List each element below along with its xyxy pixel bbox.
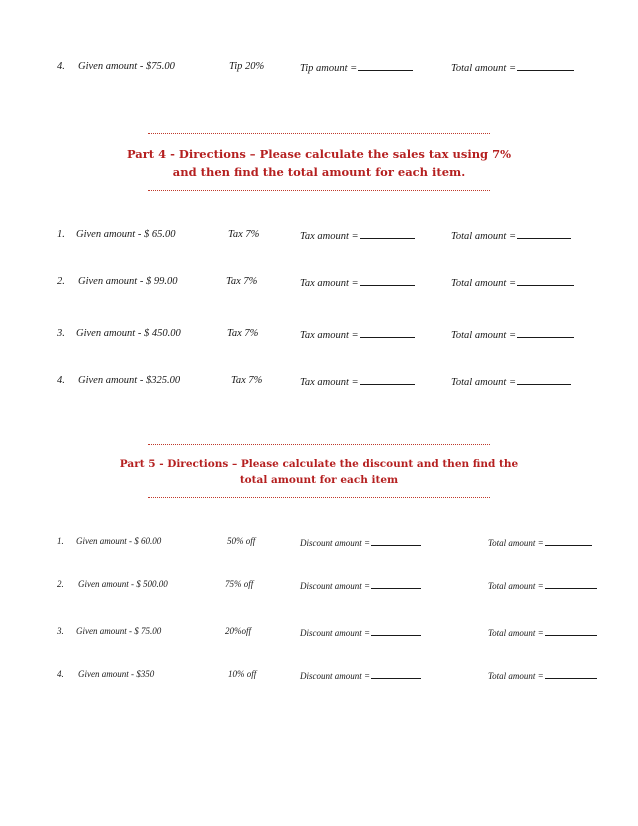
heading-line: Part 4 - Directions – Please calculate the sales tax using 7% <box>126 147 512 161</box>
given-amount: Given amount - $ 99.00 <box>78 276 178 287</box>
answer-blank[interactable] <box>358 61 413 71</box>
total-label: Total amount = <box>451 278 517 289</box>
answer-blank[interactable] <box>517 328 574 338</box>
answer-blank[interactable] <box>545 626 597 636</box>
problem-number: 3. <box>57 328 65 339</box>
amount-label: Discount amount = <box>300 538 371 548</box>
answer-blank[interactable] <box>517 229 571 239</box>
heading-line: Part 5 - Directions – Please calculate the discount and then find the <box>119 458 519 470</box>
problem-row <box>0 276 638 292</box>
heading-line: total amount for each item <box>239 474 399 486</box>
answer-blank[interactable] <box>517 375 571 385</box>
rate-label: Tax 7% <box>231 375 263 386</box>
total-answer[interactable] <box>451 375 571 388</box>
problem-row <box>0 669 638 685</box>
total-label: Total amount = <box>451 63 517 74</box>
rate-label: 20%off <box>225 626 251 636</box>
total-answer[interactable] <box>488 579 597 591</box>
total-answer[interactable] <box>451 61 574 74</box>
part5-heading <box>100 456 538 488</box>
problem-row <box>0 328 638 344</box>
problem-number: 1. <box>57 536 64 546</box>
problem-row <box>0 579 638 595</box>
amount-label: Tip amount = <box>300 63 358 74</box>
rate-label: Tax 7% <box>227 328 259 339</box>
answer-blank[interactable] <box>545 536 592 546</box>
total-answer[interactable] <box>488 626 597 638</box>
answer-blank[interactable] <box>545 669 597 679</box>
given-amount: Given amount - $350 <box>78 669 155 679</box>
amount-answer[interactable] <box>300 626 421 638</box>
problem-number: 2. <box>57 579 64 589</box>
divider-rule <box>148 190 490 191</box>
total-label: Total amount = <box>451 330 517 341</box>
problem-number: 4. <box>57 61 65 72</box>
rate-label: Tax 7% <box>226 276 258 287</box>
total-label: Total amount = <box>488 581 544 591</box>
given-amount: Given amount - $ 65.00 <box>76 229 176 240</box>
given-amount: Given amount - $ 60.00 <box>76 536 162 546</box>
amount-label: Tax amount = <box>300 330 359 341</box>
total-answer[interactable] <box>488 669 597 681</box>
total-answer[interactable] <box>488 536 592 548</box>
amount-answer[interactable] <box>300 579 421 591</box>
answer-blank[interactable] <box>371 579 421 589</box>
divider-rule <box>148 497 490 498</box>
given-amount: Given amount - $ 450.00 <box>76 328 181 339</box>
heading-line: and then find the total amount for each item. <box>172 165 466 179</box>
divider-rule <box>148 444 490 445</box>
rate-label: 50% off <box>227 536 256 546</box>
amount-answer[interactable] <box>300 375 415 388</box>
given-amount: Given amount - $75.00 <box>78 61 175 72</box>
amount-answer[interactable] <box>300 61 413 74</box>
total-label: Total amount = <box>488 671 544 681</box>
total-label: Total amount = <box>451 377 517 388</box>
answer-blank[interactable] <box>360 375 415 385</box>
amount-answer[interactable] <box>300 669 421 681</box>
total-label: Total amount = <box>488 628 544 638</box>
problem-number: 4. <box>57 375 65 386</box>
given-amount: Given amount - $325.00 <box>78 375 181 386</box>
total-label: Total amount = <box>451 231 517 242</box>
problem-number: 4. <box>57 669 64 679</box>
answer-blank[interactable] <box>360 328 415 338</box>
answer-blank[interactable] <box>371 626 421 636</box>
problem-number: 2. <box>57 276 65 287</box>
amount-label: Tax amount = <box>300 278 359 289</box>
given-amount: Given amount - $ 500.00 <box>78 579 168 589</box>
answer-blank[interactable] <box>517 276 574 286</box>
problem-row <box>0 626 638 642</box>
amount-answer[interactable] <box>300 276 415 289</box>
rate-label: 75% off <box>225 579 254 589</box>
amount-answer[interactable] <box>300 328 415 341</box>
problem-number: 1. <box>57 229 65 240</box>
rate-label: Tip 20% <box>229 61 265 72</box>
problem-row <box>0 375 638 391</box>
rate-label: Tax 7% <box>228 229 260 240</box>
answer-blank[interactable] <box>545 579 597 589</box>
rate-label: 10% off <box>228 669 257 679</box>
answer-blank[interactable] <box>360 229 415 239</box>
amount-answer[interactable] <box>300 229 415 242</box>
problem-row <box>0 61 638 77</box>
amount-label: Tax amount = <box>300 231 359 242</box>
part4-heading <box>100 145 538 181</box>
divider-rule <box>148 133 490 134</box>
problem-row <box>0 229 638 245</box>
amount-label: Discount amount = <box>300 581 371 591</box>
problem-row <box>0 536 638 552</box>
amount-answer[interactable] <box>300 536 421 548</box>
amount-label: Discount amount = <box>300 628 371 638</box>
amount-label: Tax amount = <box>300 377 359 388</box>
answer-blank[interactable] <box>371 669 421 679</box>
total-answer[interactable] <box>451 276 574 289</box>
answer-blank[interactable] <box>517 61 574 71</box>
total-answer[interactable] <box>451 229 571 242</box>
total-answer[interactable] <box>451 328 574 341</box>
given-amount: Given amount - $ 75.00 <box>76 626 162 636</box>
total-label: Total amount = <box>488 538 544 548</box>
answer-blank[interactable] <box>360 276 415 286</box>
problem-number: 3. <box>57 626 64 636</box>
answer-blank[interactable] <box>371 536 421 546</box>
amount-label: Discount amount = <box>300 671 371 681</box>
